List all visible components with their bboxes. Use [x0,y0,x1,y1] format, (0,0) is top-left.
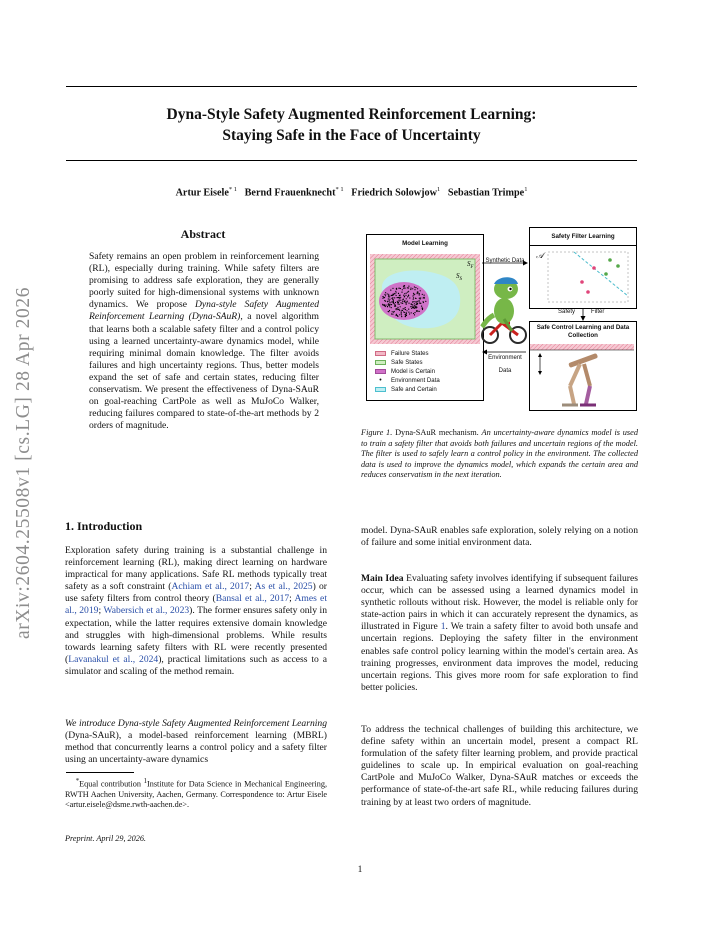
author-affiliation: 1 [524,186,528,193]
intro-paragraph-1: Exploration safety during training is a substantial challenge in reinforcement learning (RL), making direct learning on hardware impractical for many applications. Safe RL methods typically treat safety as a soft constraint (Achiam et al., 2017; As et al., 2025) or use safety filters from control theory (Bansal et al., 2017; Ames et al., 2019; Wabersich et al., 2023). The former ensures safety only in expectation, while the latter requires extensive domain knowledge and struggles with high-dimensional problems. While results towards learning safety filters with RL were recently presented (Lavanakul et al., 2024), practical limitations such as access to a simulator and scaling of the method remain. [65,545,328,677]
safety-filter-learning-box [529,227,637,309]
synthetic-data-label: Synthetic Data [485,258,525,264]
citation-link[interactable]: Ames et al., 2019 [65,593,327,617]
safety-label: Safety [557,309,575,315]
author-affiliation: 1 [436,186,441,193]
action-space-plot [534,248,632,306]
title-bottom-rule [66,160,637,161]
author-affiliation: * 1 [335,186,344,193]
author-name: Bernd Frauenknecht [244,187,336,199]
author-affiliation: * 1 [228,186,237,193]
page-number: 1 [357,865,363,875]
author-name: Artur Eisele [175,187,229,199]
author-name: Friedrich Solowjow [351,187,437,199]
footnote: *Equal contribution $^1$Institute for Data Science in Mechanical Engineering, RWTH Aachen University, Aachen, Germany. Correspondence to: Artur Eisele <artur.eisele@dsme.rwth-aachen.de>. [65,778,327,810]
intro-paragraph-2: We introduce Dyna-style Safety Augmented Reinforcement Learning (Dyna-SAuR), a model-based reinforcement learning (MBRL) method that concurrently learns a control policy and a safety filter using an uncertainty-aware dynamics [65,718,327,766]
citation-link[interactable]: Achiam et al., 2017 [171,581,250,593]
filter-label: Filter [591,309,605,315]
model-learning-label: Model Learning [402,240,448,247]
action-space-label: 𝒜 [536,251,544,260]
abstract-text: Safety remains an open problem in reinforcement learning (RL), especially during training. While safety filters are promising to address safe exploration, they are generally poorly suited for high-dimensional systems with unknown dynamics. We propose [89,251,319,311]
author-name: Sebastian Trimpe [447,187,525,199]
title-top-rule [66,86,637,87]
figure-1-caption [361,428,638,481]
legend-failure-states: Failure States [375,349,440,358]
right-paragraph-2: To address the technical challenges of building this architecture, we define safety within an uncertain model, present a compact RL formulation of the safety filter learning problem, and provide practical guidelines to scale up. In empirical evaluation on goal-reaching CartPole and MuJoCo Walker, Dyna-SAuR matches or exceeds the performance of state-of-the-art safe RL, while reducing failures during training by at least two orders of magnitude. [361,724,638,808]
title-line-2: Staying Safe in the Face of Uncertainty [222,127,481,144]
legend-safe-certain: Safe and Certain [375,385,440,394]
legend-safe-states: Safe States [375,358,440,367]
ss-label: $S_S$ [456,272,462,282]
citation-link[interactable]: Bansal et al., 2017 [215,593,290,605]
preprint-date: Preprint. April 29, 2026. [65,834,146,843]
legend-model-certain: Model is Certain [375,367,440,376]
environment-data-label: Environment Data [488,355,522,374]
caption-body: An uncertainty-aware dynamics model is used to train a safety filter that avoids both failures and uncertain regions of the model. The filter is used to safely learn a control policy in the environment. The collected data is used to improve the dynamics model, which expands the certain area and reduces conservatism in the next iteration. [361,428,638,480]
abstract-text-rest: , a novel algorithm that learns both a scalable safety filter and a control policy using a learned uncertainty-aware dynamics model, while requiring minimal domain knowledge. The filter avoids failures and high uncertainty regions. Thus, better models expand the set of safe and certain states, reducing filter conservatism. We present the effectiveness of Dyna-SAuR on goal-reaching CartPole as well as MuJoCo Walker, reducing failures compared to state-of-the-art methods by 2 orders of magnitude. [89,311,319,432]
arxiv-stamp: arXiv:2604.25508v1 [cs.LG] 28 Apr 2026 [13,286,34,640]
safe-control-label: Safe Control Learning and Data Collection [536,324,630,339]
walker-illustration [530,344,634,408]
safety-filter-label: Safety Filter Learning [551,233,615,240]
main-idea-paragraph: Main Idea Evaluating safety involves identifying if subsequent failures occur, which can be assessed using a learned dynamics model in synthetic rollouts without risk. However, the model is reliable only for state-action pairs in which it can accurately represent the dynamics, as illustrated in Figure 1. We train a safety filter to avoid both unsafe and uncertain regions. Deploying the safety filter in the environment enables safe control policy learning within the model's certain area. As training progresses, environment data improves the model, reducing uncertain regions. This gives more room for safe exploration to find better policies. [361,573,638,693]
paper-title [66,104,637,146]
figure-1 [361,225,638,415]
dinosaur-mascot-icon [480,275,530,347]
legend-environment-data: • Environment Data [375,376,440,385]
main-idea-heading: Main Idea [361,573,404,584]
safe-control-box [529,321,637,411]
right-paragraph-0: model. Dyna-SAuR enables safe exploration, solely relying on a notion of failure and some initial environment data. [361,525,638,549]
figure-reference-link[interactable]: 1 [440,621,446,633]
citation-link[interactable]: As et al., 2025 [254,581,313,593]
abstract-heading: Abstract [180,227,226,241]
footnote-rule [66,772,134,773]
sf-label: $S_F$ [467,260,474,270]
citation-link[interactable]: Wabersich et al., 2023 [103,605,190,617]
author-list [66,186,637,198]
section-heading-introduction: 1. Introduction [65,519,143,533]
legend-dot: • [379,377,382,384]
title-line-1: Dyna-Style Safety Augmented Reinforcement Learning: [166,106,537,123]
caption-label: Figure 1. [361,428,393,437]
abstract-method-name: Dyna-style Safety Augmented Reinforcement Learning (Dyna-SAuR) [89,299,320,323]
caption-title: Dyna-SAuR mechanism. [392,428,482,437]
citation-link[interactable]: Lavanakul et al., 2024 [68,653,159,665]
abstract-body [89,251,319,432]
